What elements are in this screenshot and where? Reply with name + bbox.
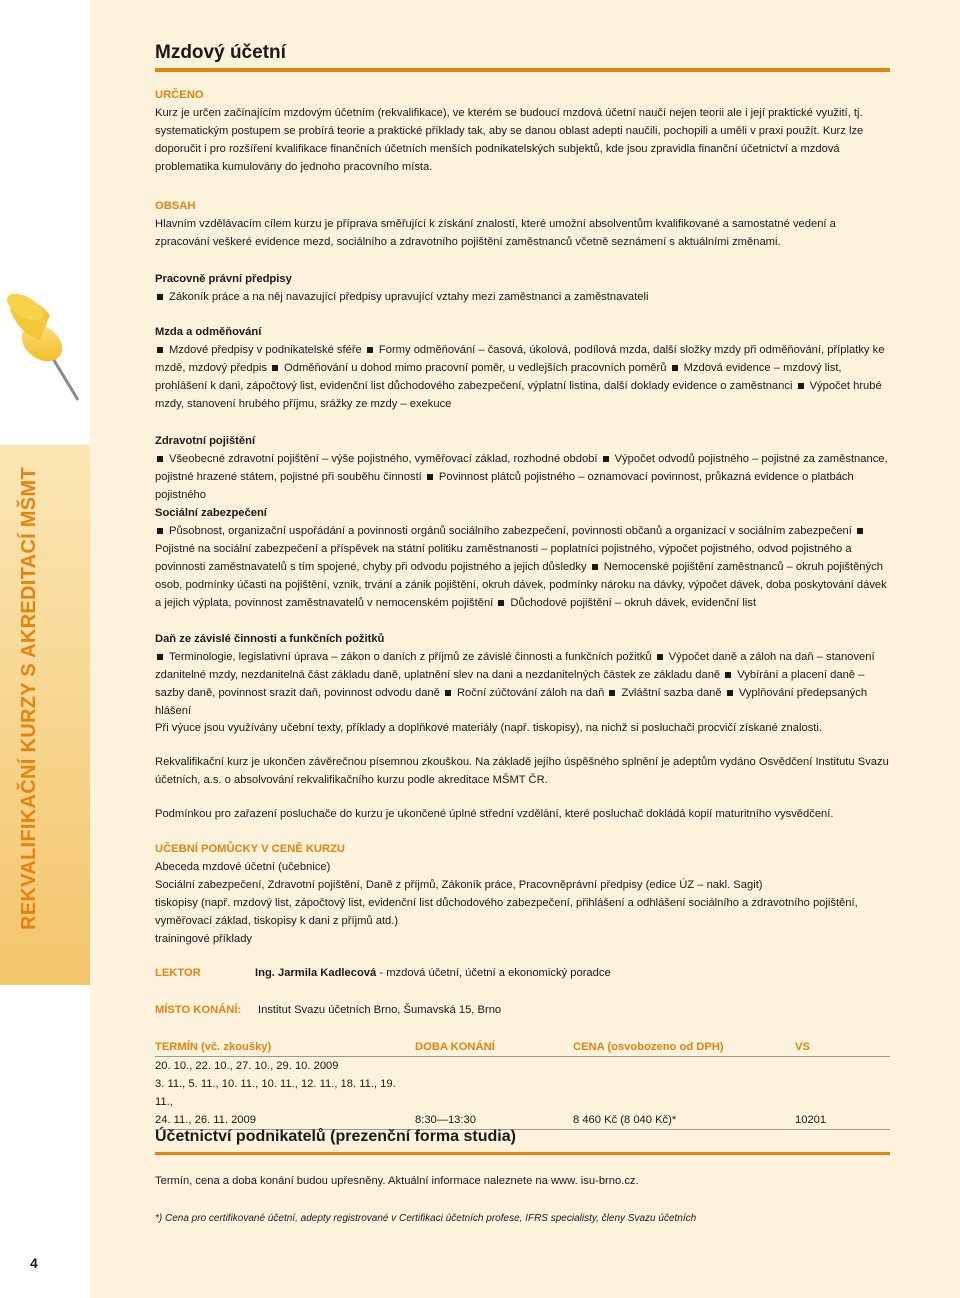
urceno-text: Kurz je určen začínajícím mzdovým účetním (rekvalifikace), ve kterém se budoucí mzdová účetní naučí nejen teorii ale i její praktické využití, tj. systematickým postupem se probírá teorie a praktické příklady tak, aby se danou oblast adepti naučili, pochopili a uměli v praxi použít. Kurz lze doporučit i pro rozšíření kvalifikace finančních účetních menších podnikatelských subjektů, kde jsou zpravidla finanční účetnictví a mzdová problematika kumulovány do jednoho pracovního místa.: [155, 107, 864, 173]
bullet-icon: [367, 347, 373, 353]
header-cena: CENA (osvobozeno od DPH): [573, 1038, 795, 1057]
header-doba: DOBA KONÁNÍ: [415, 1038, 573, 1057]
lektor-name: Ing. Jarmila Kadlecová: [255, 967, 377, 979]
cell-cena: [573, 1057, 795, 1076]
section2-title: Účetnictví podnikatelů (prezenční forma studia): [155, 1128, 516, 1145]
lektor-label: LEKTOR: [155, 967, 201, 979]
lektor-desc: - mzdová účetní, účetní a ekonomický poradce: [376, 967, 611, 979]
bullet-icon: [603, 456, 609, 462]
table-row: [155, 1111, 890, 1130]
topic-item: Vyplňování předepsaných hlášení: [155, 687, 868, 717]
page-number: 4: [30, 1255, 38, 1271]
sidebar: [0, 0, 90, 1298]
bullet-icon: [445, 690, 451, 696]
cell-doba: [415, 1075, 573, 1111]
bullet-icon: [592, 564, 598, 570]
cell-termin: 3. 11., 5. 11., 10. 11., 10. 11., 12. 11., 18. 11., 19. 11.,: [155, 1078, 396, 1108]
topic-item: Výpočet hrubé mzdy, stanovení hrubého příjmu, srážky ze mzdy – exekuce: [155, 380, 882, 410]
topic-item: Výpočet daně a záloh na daň – stanovení zdanitelné mzdy, nezdanitelná část základu daně, uplatnění slev na dani a nezdanitelných částek ze základu daně: [155, 651, 875, 681]
topic-item: Terminologie, legislativní úprava – zákon o daních z příjmů ze závislé činnosti a funkčních požitků: [169, 651, 652, 663]
bullet-icon: [657, 654, 663, 660]
misto-value: Institut Svazu účetních Brno, Šumavská 15, Brno: [258, 1004, 502, 1016]
table-row: [155, 1075, 890, 1111]
title-rule: [155, 68, 890, 72]
page-title: Mzdový účetní: [155, 42, 286, 63]
topic-title: Mzda a odměňování: [155, 326, 262, 338]
cell-vs: [795, 1075, 890, 1111]
bullet-icon: [725, 672, 731, 678]
paragraph-podminka: Podmínkou pro zařazení posluchače do kurzu je ukončené úplné střední vzdělání, které posluchač dokládá kopií maturitního vysvědčení.: [155, 808, 834, 820]
bullet-icon: [157, 347, 163, 353]
bullet-icon: [672, 365, 678, 371]
topic-mzda: [155, 323, 890, 413]
bullet-icon: [157, 528, 163, 534]
pomucky-item: Abeceda mzdové účetní (učebnice): [155, 861, 331, 873]
topic-item: Mzdové předpisy v podnikatelské sféře: [169, 344, 362, 356]
lektor-row: [155, 964, 890, 982]
topic-pracovne-pravni: [155, 270, 890, 306]
topic-item: Zvláštní sazba daně: [621, 687, 722, 699]
topic-item: Působnost, organizační uspořádání a povinnosti orgánů sociálního zabezpečení, povinnosti občanů a organizací v sociálním zabezpečení: [169, 525, 852, 537]
schedule-header-row: [155, 1038, 890, 1057]
cell-termin: 20. 10., 22. 10., 27. 10., 29. 10. 2009: [155, 1060, 339, 1072]
pomucky-item: Sociální zabezpečení, Zdravotní pojištění, Daně z příjmů, Zákoník práce, Pracovněprávní předpisy (edice ÚZ – nakl. Sagit): [155, 879, 763, 891]
pomucky-heading: UČEBNÍ POMŮCKY V CENĚ KURZU: [155, 843, 345, 855]
topic-item: Vybírání a placení daně – sazby daně, povinnost srazit daň, povinnost odvodu daně: [155, 669, 865, 699]
pomucky-section: [155, 840, 890, 948]
bullet-icon: [157, 294, 163, 300]
urceno-section: [155, 86, 890, 176]
topic-socialni: [155, 504, 890, 612]
topic-item: Nemocenské pojištění zaměstnanců – okruh pojištěných osob, podmínky účasti na pojištění, vznik, trvání a zánik pojištění, okruh dávek, podmínky nároku na dávky, výpočet dávek, doba poskytování dávek a jejich výplata, povinnost zaměstnavatelů v nemocenském pojištění: [155, 561, 887, 609]
topic-title: Sociální zabezpečení: [155, 507, 267, 519]
footnote: *) Cena pro certifikované účetní, adepty registrované v Certifikaci účetních profese, IFRS specialisty, členy Svazu účetních: [155, 1213, 697, 1224]
topic-item: Odměňování u dohod mimo pracovní poměr, u vedlejších pracovních poměrů: [284, 362, 667, 374]
topic-item: Zákoník práce a na něj navazující předpisy upravující vztahy mezi zaměstnanci a zaměstnavateli: [169, 291, 649, 303]
cell-cena: 8 460 Kč (8 040 Kč)*: [573, 1111, 795, 1130]
topic-item: Povinnost plátců pojistného – oznamovací povinnost, průkazná evidence o platbách pojistného: [155, 471, 854, 501]
paragraph-ukonceni: Rekvalifikační kurz je ukončen závěrečnou písemnou zkouškou. Na základě jejího úspěšného splnění je adeptům vydáno Osvědčení Institutu Svazu účetních, a.s. o absolvování rekvalifikačního kurzu podle akreditace MŠMT ČR.: [155, 756, 889, 786]
topic-item: Výpočet odvodů pojistného – pojistné za zaměstnance, pojistné hrazené státem, pojistné při souběhu činností: [155, 453, 888, 483]
bullet-icon: [798, 383, 804, 389]
bullet-icon: [498, 600, 504, 606]
bullet-icon: [272, 365, 278, 371]
table-row: [155, 1057, 890, 1076]
schedule-table: [155, 1038, 890, 1130]
bullet-icon: [157, 654, 163, 660]
vertical-section-title: REKVALIFIKAČNÍ KURZY S AKREDITACÍ MŠMT: [18, 467, 40, 930]
topic-title: Zdravotní pojištění: [155, 435, 256, 447]
topic-item: Mzdová evidence – mzdový list, prohlášení k dani, zápočtový list, evidenční list důchodového zabezpečení, výplatní listina, další doklady evidence o zaměstnanci: [155, 362, 842, 392]
topic-item: Roční zúčtování záloh na daň: [456, 687, 605, 699]
topic-title: Pracovně právní předpisy: [155, 273, 292, 285]
obsah-text: Hlavním vzdělávacím cílem kurzu je příprava směřující k získání znalostí, které umožní absolventům kvalifikované a samostatné vedení a zpracování veškeré evidence mezd, sociálního a zdravotního pojištění zaměstnanců včetně seznámení s aktuálními změnami.: [155, 218, 836, 248]
pomucky-item: tiskopisy (např. mzdový list, zápočtový list, evidenční list důchodového zabezpečení, přihlášení a odhlášení sociálního a zdravotního pojištění, vyměřovací základ, tiskopisy k dani z příjmů atd.): [155, 897, 858, 927]
section2-rule: [155, 1152, 890, 1155]
misto-label: MÍSTO KONÁNÍ:: [155, 1004, 242, 1016]
obsah-heading: OBSAH: [155, 200, 196, 212]
misto-row: [155, 1001, 890, 1019]
topic-item: Důchodové pojištění – okruh dávek, evidenční list: [510, 597, 757, 609]
topic-title: Daň ze závislé činnosti a funkčních požitků: [155, 633, 385, 645]
bullet-icon: [427, 474, 433, 480]
bullet-icon: [157, 456, 163, 462]
topic-dan: [155, 630, 890, 720]
topic-zdravotni: [155, 432, 890, 504]
paragraph-vyuka: Při výuce jsou využívány učební texty, příklady a doplňkové materiály (např. tiskopisy), na nichž si posluchači procvičí získané znalosti.: [155, 722, 822, 734]
pomucky-item: trainingové příklady: [155, 933, 253, 945]
bullet-icon: [727, 690, 733, 696]
cell-doba: [415, 1057, 573, 1076]
cell-cena: [573, 1075, 795, 1111]
topic-item: Pojistné na sociální zabezpečení a příspěvek na státní politiku zaměstnanosti – poplatníci pojistného, výpočet pojistného, odvod pojistného a povinnosti zaměstnavatelů s tím spojené, chyby při odvodu pojistného a jejich důsledky: [155, 543, 852, 573]
urceno-heading: URČENO: [155, 89, 204, 101]
topic-item: Formy odměňování – časová, úkolová, podílová mzda, další složky mzdy při odměňování, příplatky ke mzdě, mzdový předpis: [155, 344, 885, 374]
section2-text: Termín, cena a doba konání budou upřesněny. Aktuální informace naleznete na www. isu-brno.cz.: [155, 1175, 639, 1187]
cell-vs: [795, 1057, 890, 1076]
cell-doba: 8:30—13:30: [415, 1111, 573, 1130]
pushpin-icon: [0, 285, 90, 985]
cell-vs: 10201: [795, 1111, 890, 1130]
bullet-icon: [857, 528, 863, 534]
bullet-icon: [609, 690, 615, 696]
cell-termin: 24. 11., 26. 11. 2009: [155, 1111, 415, 1130]
topic-item: Všeobecné zdravotní pojištění – výše pojistného, vyměřovací základ, rozhodné období: [169, 453, 598, 465]
header-vs: VS: [795, 1038, 890, 1057]
obsah-section: [155, 197, 890, 251]
header-termin: TERMÍN (vč. zkoušky): [155, 1038, 415, 1057]
